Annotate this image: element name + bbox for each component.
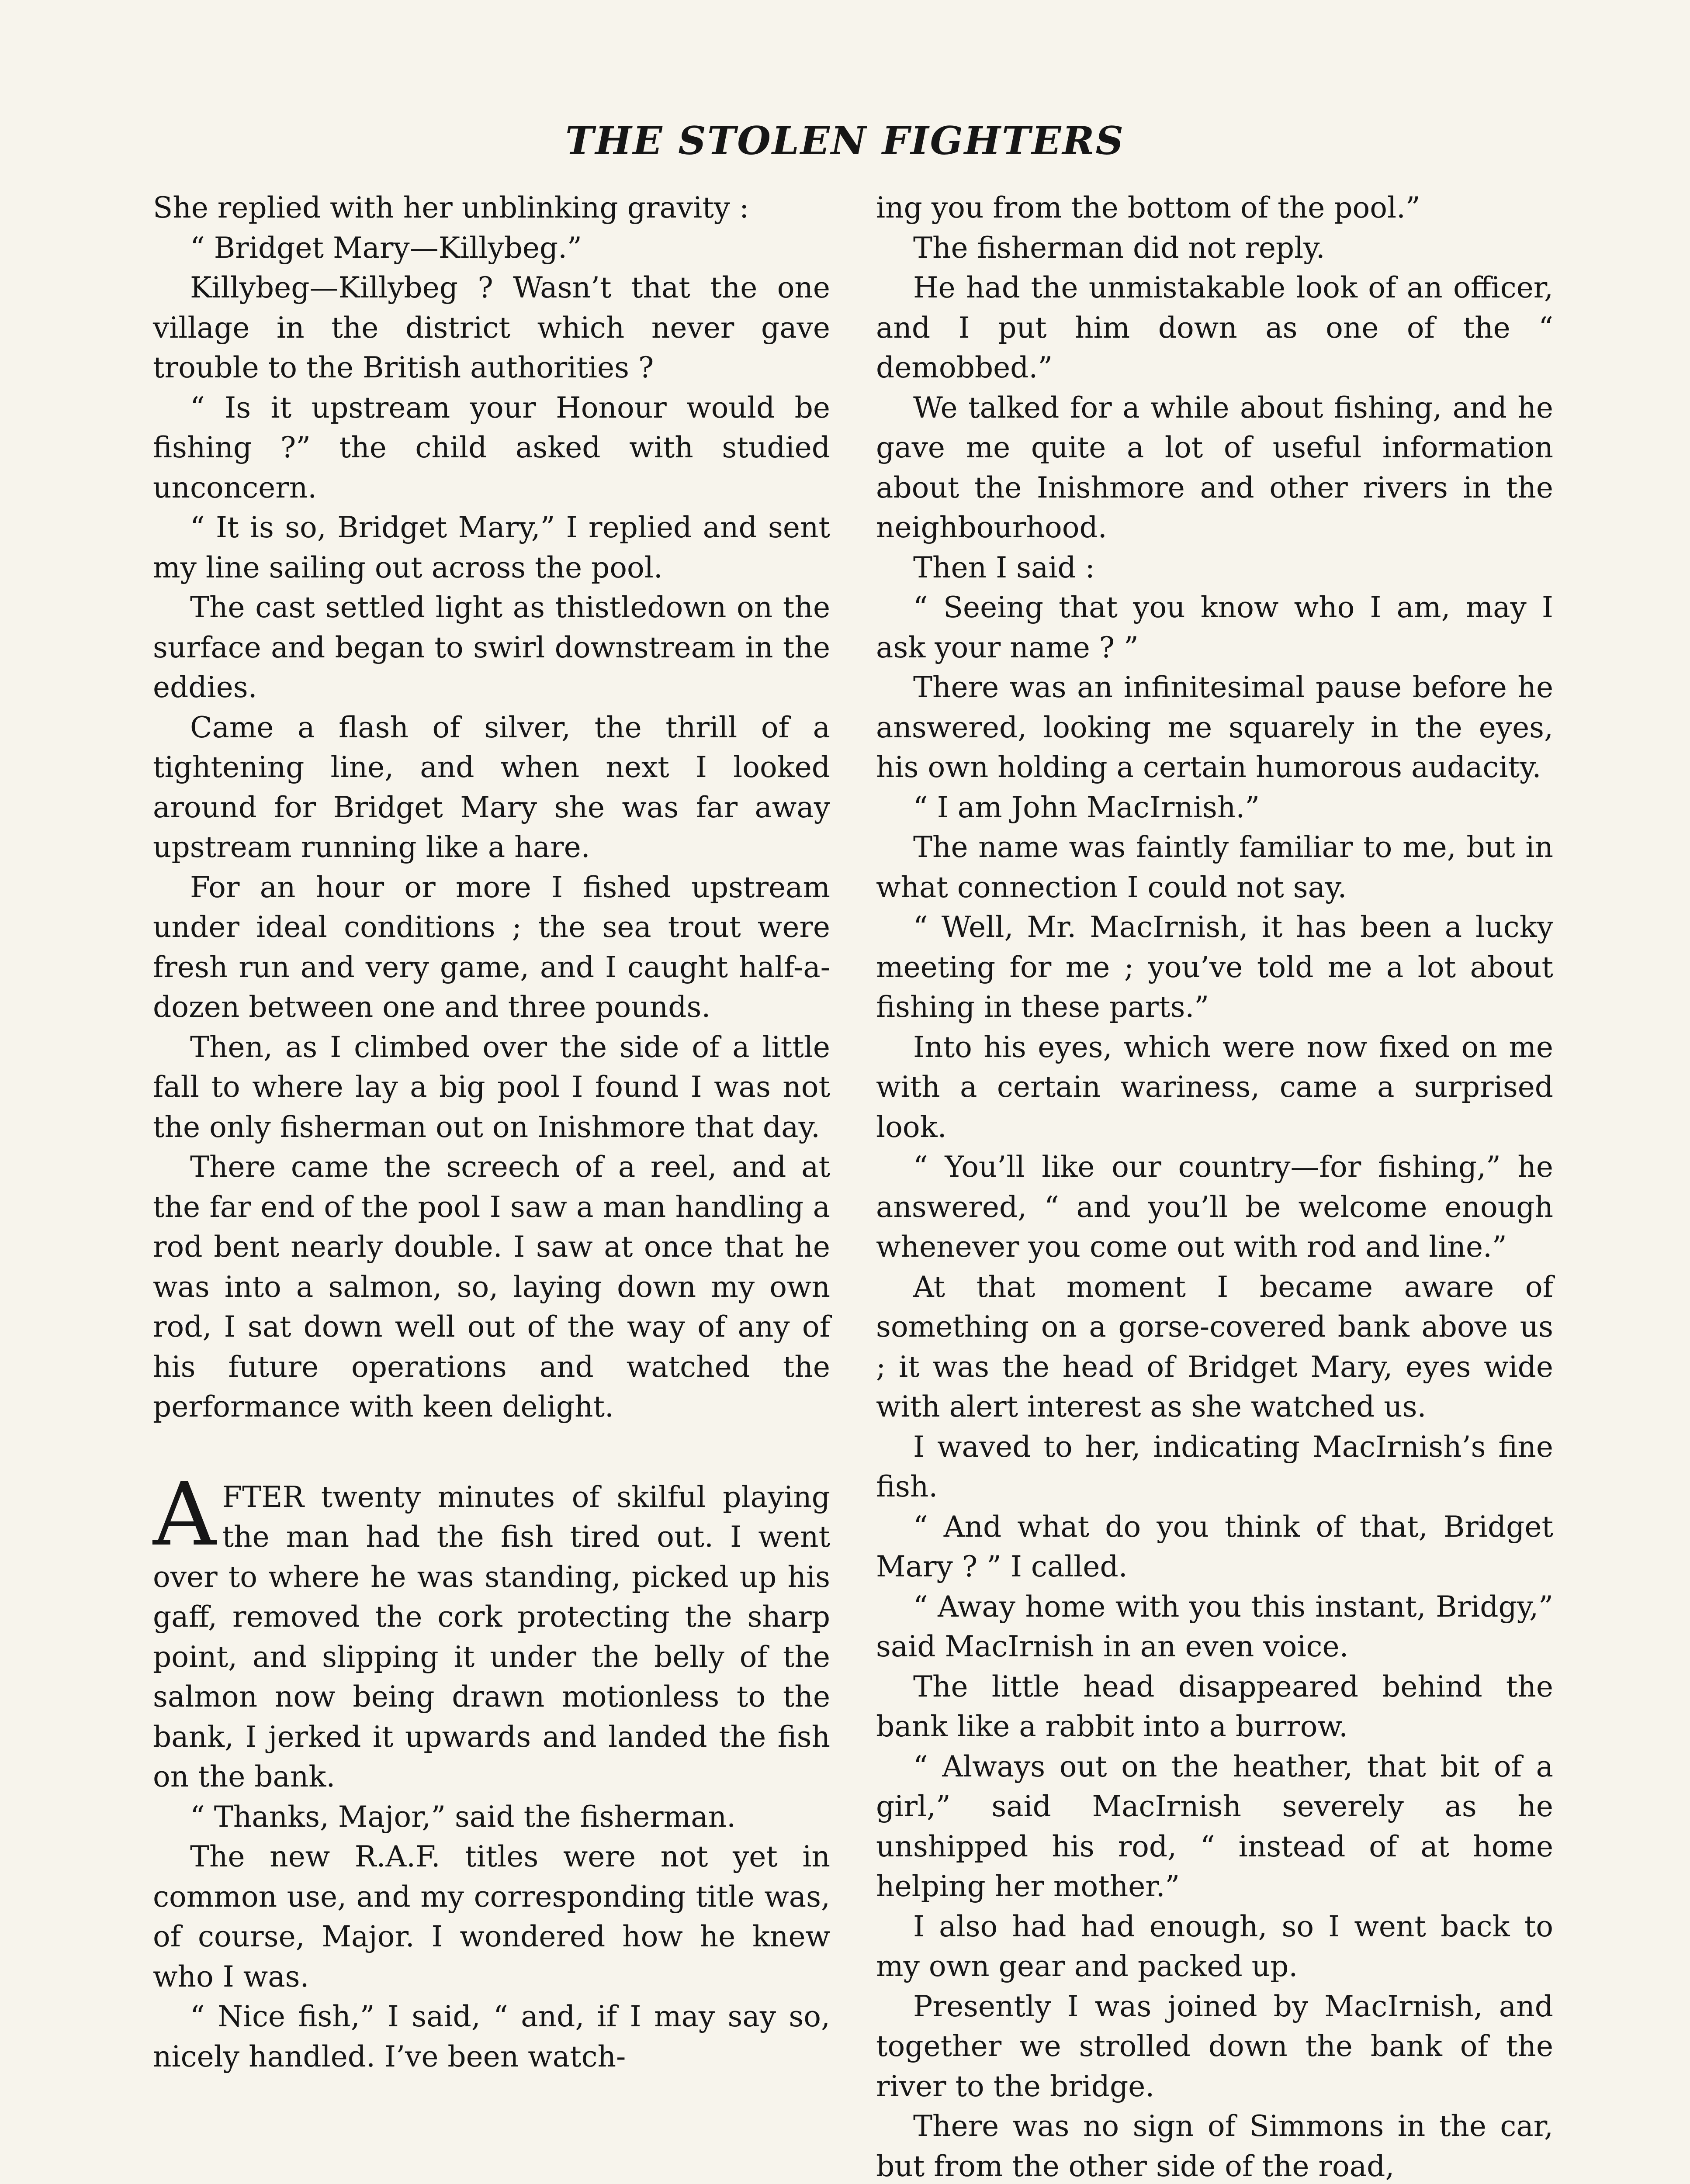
paragraph: “ Well, Mr. MacIrnish, it has been a lucky meeting for me ; you’ve told me a lot about fishing in these parts.” [876, 910, 1553, 1024]
section-opening-text: FTER twenty minutes of skilful playing the man had the fish tired out. I went over to where he was standing, picked up his gaff, removed the cork protecting the sharp point, and slipping it under the belly of the salmon now being drawn motionless to the bank, I jerked it upwards and landed the fish on the bank. [153, 1480, 830, 1794]
paragraph: “ And what do you think of that, Bridget Mary ? ” I called. [876, 1510, 1553, 1583]
paragraph: The little head disappeared behind the bank like a rabbit into a burrow. [876, 1669, 1553, 1743]
left-column [153, 188, 830, 2077]
paragraph: The cast settled light as thistledown on the surface and began to swirl downstream in the eddies. [153, 591, 830, 704]
paragraph: “ It is so, Bridget Mary,” I replied and sent my line sailing out across the pool. [153, 511, 830, 584]
paragraph: “ Always out on the heather, that bit of a girl,” said MacIrnish severely as he unshipped his rod, “ instead of at home helping her mother.” [876, 1749, 1553, 1903]
paragraph: ing you from the bottom of the pool.” [876, 191, 1420, 225]
paragraph: For an hour or more I fished upstream under ideal conditions ; the sea trout were fresh run and very game, and I caught half-a-dozen between one and three pounds. [153, 870, 830, 1024]
paragraph: We talked for a while about fishing, and he gave me quite a lot of useful information about the Inishmore and other rivers in the neighbourhood. [876, 390, 1553, 544]
paragraph: “ You’ll like our country—for fishing,” he answered, “ and you’ll be welcome enough whenever you come out with rod and line.” [876, 1150, 1553, 1264]
running-title: THE STOLEN FIGHTERS [565, 118, 1125, 163]
paragraph: Killybeg—Killybeg ? Wasn’t that the one village in the district which never gave trouble to the British authorities ? [153, 271, 830, 384]
paragraph: I waved to her, indicating MacIrnish’s fine fish. [876, 1430, 1553, 1503]
paragraph: I also had had enough, so I went back to my own gear and packed up. [876, 1909, 1553, 1983]
paragraph: There came the screech of a reel, and at the far end of the pool I saw a man handling a rod bent nearly double. I saw at once that he was into a salmon, so, laying down my own rod, I sat down well out of the way of any of his future operations and watched the performance with keen delight. [153, 1150, 830, 1424]
right-column [876, 188, 1553, 2184]
paragraph: At that moment I became aware of something on a gorse-covered bank above us ; it was the head of Bridget Mary, eyes wide with alert interest as she watched us. [876, 1270, 1553, 1424]
paragraph: The new R.A.F. titles were not yet in common use, and my corresponding title was, of course, Major. I wondered how he knew who I was. [153, 1840, 830, 1994]
paragraph: She replied with her unblinking gravity : [153, 191, 749, 225]
paragraph: The name was faintly familiar to me, but in what connection I could not say. [876, 830, 1553, 904]
paragraph: He had the unmistakable look of an officer, and I put him down as one of the “ demobbed.” [876, 271, 1553, 384]
paragraph: “ Seeing that you know who I am, may I ask your name ? ” [876, 591, 1553, 664]
paragraph: Then I said : [913, 550, 1095, 584]
paragraph: Presently I was joined by MacIrnish, and together we strolled down the bank of the river to the bridge. [876, 1989, 1553, 2103]
paragraph: “ Thanks, Major,” said the fisherman. [190, 1800, 736, 1834]
paragraph: There was an infinitesimal pause before he answered, looking me squarely in the eyes, his own holding a certain humorous audacity. [876, 670, 1553, 784]
paragraph: The fisherman did not reply. [913, 231, 1325, 265]
paragraph: “ I am John MacIrnish.” [913, 790, 1260, 824]
section-opening-paragraph [153, 1463, 830, 1797]
drop-cap: A [153, 1463, 216, 1565]
paragraph: “ Away home with you this instant, Bridgy,” said MacIrnish in an even voice. [876, 1590, 1553, 1663]
paragraph: Into his eyes, which were now fixed on me with a certain wariness, came a surprised look. [876, 1030, 1553, 1144]
paragraph: There was no sign of Simmons in the car, but from the other side of the road, [876, 2109, 1553, 2183]
paragraph: “ Is it upstream your Honour would be fishing ?” the child asked with studied unconcern. [153, 390, 830, 505]
paragraph: “ Bridget Mary—Killybeg.” [190, 231, 582, 265]
paragraph: “ Nice fish,” I said, “ and, if I may say so, nicely handled. I’ve been watch- [153, 2000, 830, 2073]
paragraph: Came a flash of silver, the thrill of a tightening line, and when next I looked around for Bridget Mary she was far away upstream running like a hare. [153, 710, 830, 864]
paragraph: Then, as I climbed over the side of a little fall to where lay a big pool I found I was not the only fisherman out on Inishmore that day. [153, 1030, 830, 1144]
